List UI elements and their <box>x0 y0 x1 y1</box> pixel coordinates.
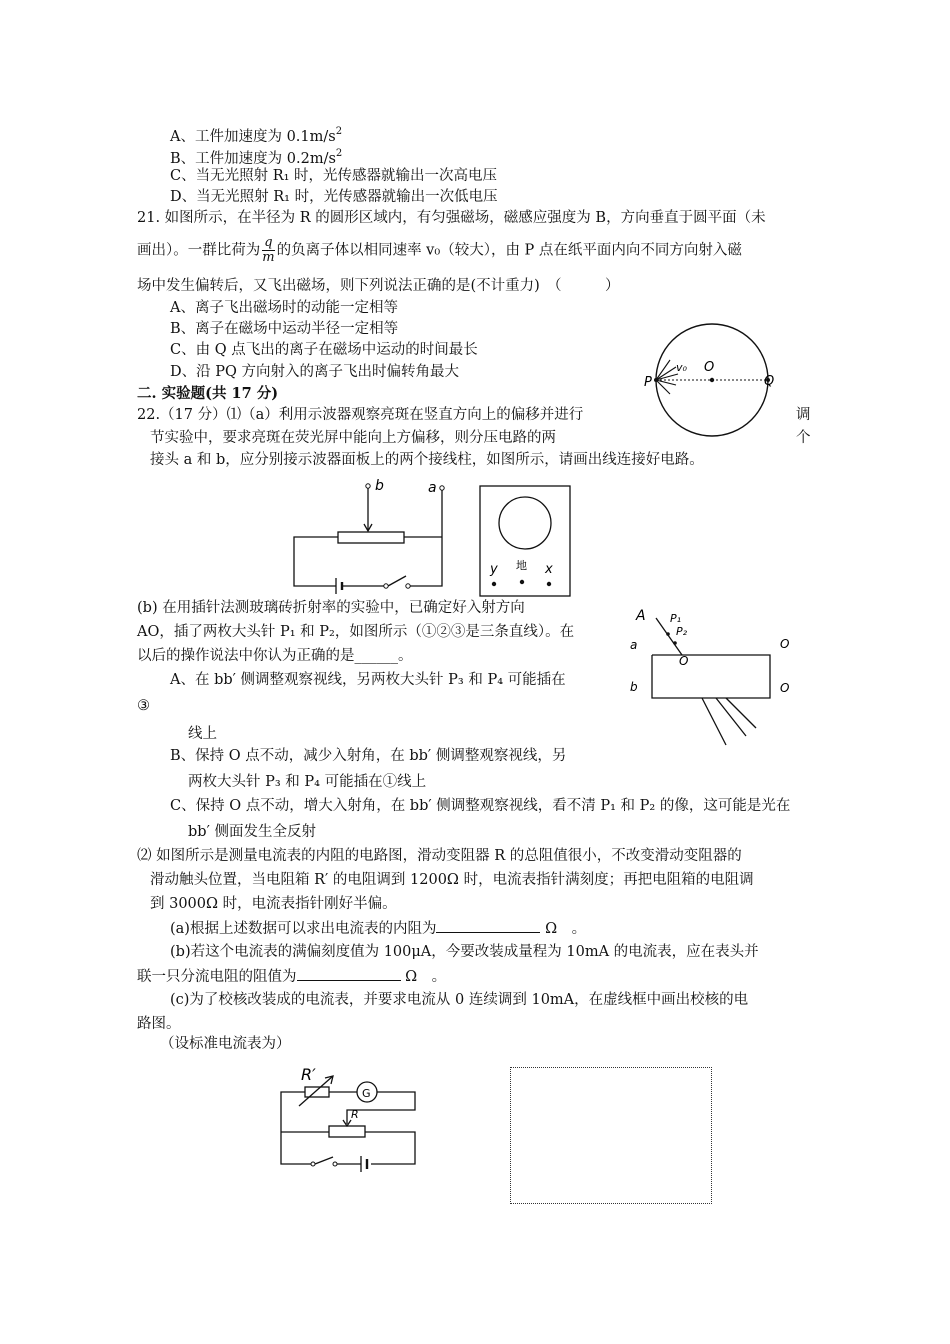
rheostat-r <box>329 1126 365 1137</box>
rheostat <box>338 532 404 543</box>
label-p2: P₂ <box>676 625 688 638</box>
q22b-line3: 以后的操作说法中你认为正确的是______。 <box>137 648 413 664</box>
switch-blade <box>315 1157 333 1164</box>
q22-2-line1: ⑵ 如图所示是测量电流表的内阻的电路图，滑动变阻器 R 的总阻值很小，不改变滑动变阻器的 <box>137 848 742 864</box>
q22-line1: 22.（17 分）⑴（a）利用示波器观察亮斑在竖直方向上的偏移并进行 <box>137 407 584 423</box>
magnetic-field-circle-figure <box>640 318 790 448</box>
q22b-option-c2: bb′ 侧面发生全反射 <box>188 824 316 840</box>
velocity-arrows <box>656 360 678 394</box>
answer-blank-b[interactable] <box>297 966 401 981</box>
label-q: Q <box>764 374 775 389</box>
label-a-upper: A <box>636 608 646 624</box>
q22-line1-end: 调 <box>796 407 811 423</box>
q22b-option-c1: C、保持 O 点不动，增大入射角，在 bb′ 侧调整观察视线，看不清 P₁ 和 P₂ 的像，这可能是光在 <box>170 798 791 814</box>
glass-block <box>652 655 770 698</box>
terminal-x <box>547 582 551 586</box>
label-a-lower: a <box>630 638 638 652</box>
q21-option-d: D、沿 PQ 方向射入的离子飞出时偏转角最大 <box>170 364 459 380</box>
q22b-option-b2: 两枚大头针 P₃ 和 P₄ 可能插在①线上 <box>188 774 427 790</box>
q22b-line1: (b) 在用插针法测玻璃砖折射率的实验中，已确定好入射方向 <box>137 600 525 616</box>
center-point <box>710 378 714 382</box>
switch-blade <box>388 576 406 586</box>
q22-2-c1: (c)为了校核改装成的电流表，并要求电流从 0 连续调到 10mA，在虚线框中画出校核的电 <box>170 992 749 1008</box>
label-o: O <box>704 360 715 375</box>
q21-stem-line1: 21. 如图所示，在半径为 R 的圆形区域内，有匀强磁场，磁感应强度为 B，方向垂直于圆平面（未 <box>137 210 766 226</box>
q22-line2-end: 个 <box>796 430 811 446</box>
label-x: x <box>545 562 553 577</box>
q20-option-d: D、当无光照射 R₁ 时，光传感器就输出一次低电压 <box>170 189 498 205</box>
q21-option-c: C、由 Q 点飞出的离子在磁场中运动的时间最长 <box>170 342 478 358</box>
section-experiment-title: 二. 实验题(共 17 分) <box>137 385 279 402</box>
resistance-box <box>305 1087 329 1097</box>
q20-option-b: B、工件加速度为 $0.2m/s^2$ <box>170 148 343 167</box>
q22b-option-a2: ③ <box>137 698 150 714</box>
q22-line3: 接头 a 和 b，应分别接示波器面板上的两个接线柱，如图所示，请画出线连接好电路。 <box>150 452 704 468</box>
label-r-prime: R′ <box>301 1065 316 1084</box>
q21-stem-line2: 画出）。一群比荷为 $\frac{q}{m}$ 的负离子体以相同速率 v₀（较大），由 P 点在纸平面内向不同方向射入磁 <box>137 235 742 265</box>
q21-option-b: B、离子在磁场中运动半径一定相等 <box>170 321 399 337</box>
label-b: b <box>375 478 384 494</box>
q22-2-c2: 路图。 <box>137 1016 181 1032</box>
label-p: P <box>644 375 652 390</box>
label-y: y <box>490 562 498 577</box>
oscilloscope-panel <box>480 486 570 596</box>
q22-2-a: (a)根据上述数据可以求出电流表的内阻为 Ω 。 <box>170 918 586 939</box>
terminal-y <box>492 582 496 586</box>
q20-option-c: C、当无光照射 R₁ 时，光传感器就输出一次高电压 <box>170 168 498 184</box>
charge-mass-fraction: $\frac{q}{m}$ <box>262 235 275 265</box>
calibration-circuit-answer-box[interactable] <box>510 1067 712 1204</box>
line-1 <box>702 698 726 745</box>
q22-2-note: （设标准电流表为） <box>160 1036 291 1052</box>
glass-block-figure <box>622 600 802 748</box>
q22b-option-a1: A、在 bb′ 侧调整观察视线，另两枚大头针 P₃ 和 P₄ 可能插在 <box>170 672 566 688</box>
q21-option-a: A、离子飞出磁场时的动能一定相等 <box>170 300 398 316</box>
q22-2-b1: (b)若这个电流表的满偏刻度值为 100μA，今要改装成量程为 10mA 的电流表，应在表头并 <box>170 944 759 960</box>
q21-stem-line3: 场中发生偏转后，又飞出磁场，则下列说法正确的是(不计重力) （ ） <box>137 278 620 294</box>
q22-line2: 节实验中，要求亮斑在荧光屏中能向上方偏移，则分压电路的两 <box>150 430 556 446</box>
q22b-option-b1: B、保持 O 点不动，减少入射角，在 bb′ 侧调整观察视线，另 <box>170 748 567 764</box>
ammeter-circuit-figure <box>275 1062 435 1174</box>
label-b-lower: b <box>630 680 638 694</box>
label-ground: 地 <box>516 559 527 572</box>
terminal-ground <box>520 580 524 584</box>
q22b-option-a3: 线上 <box>188 726 217 742</box>
oscilloscope-screen <box>499 497 551 549</box>
oscilloscope-circuit-figure <box>288 476 578 604</box>
label-o: O <box>679 654 689 668</box>
q22b-line2: AO，插了两枚大头针 P₁ 和 P₂，如图所示（①②③是三条直线）。在 <box>137 624 575 640</box>
q22-2-line2: 滑动触头位置，当电阻箱 R′ 的电阻调到 1200Ω 时，电流表指针满刻度；再把电阻箱的电阻调 <box>150 872 754 888</box>
q20-option-a: A、工件加速度为 $0.1m/s^2$ <box>170 126 343 145</box>
label-g: G <box>362 1087 371 1100</box>
answer-blank-a[interactable] <box>436 918 540 933</box>
q22-2-line3: 到 3000Ω 时，电流表指针刚好半偏。 <box>150 896 397 912</box>
label-o-right-bottom: O <box>780 681 790 695</box>
line-3 <box>726 698 756 728</box>
label-v0: v₀ <box>676 361 687 374</box>
label-a: a <box>428 480 437 496</box>
label-r: R <box>351 1108 359 1121</box>
label-o-right-top: O <box>780 637 790 651</box>
label-p1: P₁ <box>670 612 682 625</box>
q22-2-b2: 联一只分流电阻的阻值为 Ω 。 <box>137 966 446 987</box>
